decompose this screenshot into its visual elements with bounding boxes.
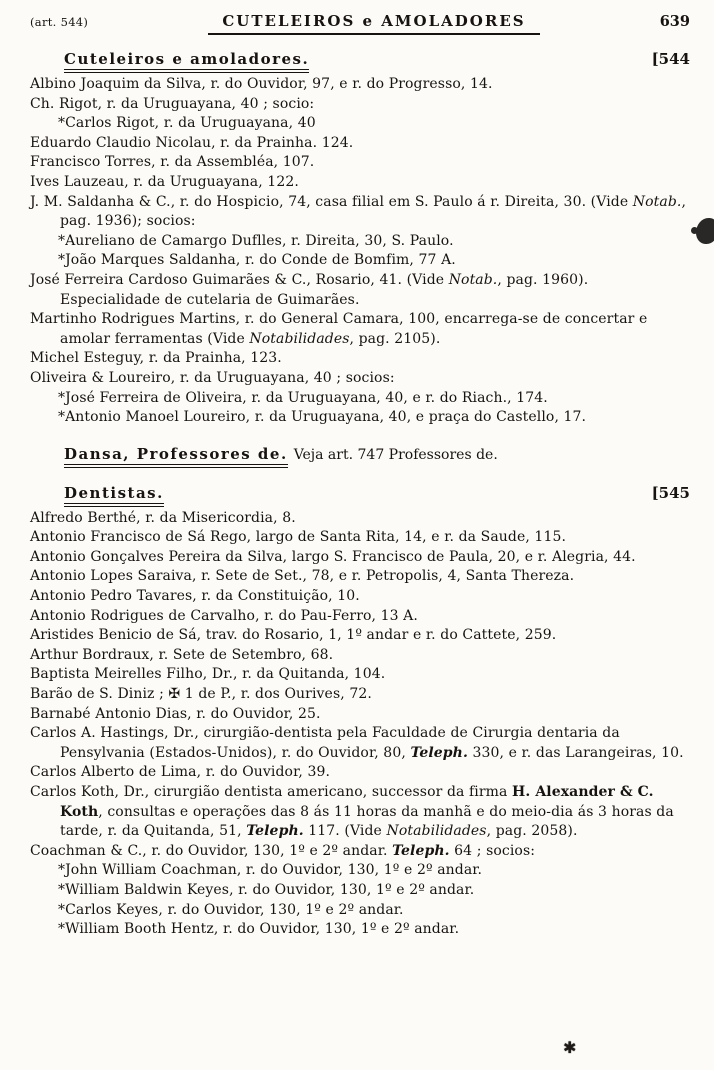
entry-text: Antonio Lopes Saraiva, r. Sete de Set., 78, e r. Petropolis, 4, Santa Thereza. xyxy=(30,568,575,585)
entry-text: Teleph. xyxy=(392,842,450,859)
entry-text: Antonio Pedro Tavares, r. da Constituição, 10. xyxy=(30,588,360,605)
entry-text: Carlos Koth, Dr., cirurgião dentista americano, successor da firma xyxy=(30,784,513,800)
entry-text: Alfredo Berthé, r. da Misericordia, 8. xyxy=(30,509,296,526)
entry-text: *Carlos Rigot, r. da Uruguayana, 40 xyxy=(58,115,316,132)
entry-text: *Aureliano de Camargo Duflles, r. Direita, 30, S. Paulo. xyxy=(58,232,454,249)
entry-text: 64 ; socios: xyxy=(449,842,536,859)
entry-text: Carlos Alberto de Lima, r. do Ouvidor, 39. xyxy=(30,764,331,781)
directory-entry xyxy=(30,783,690,842)
entry-text: *John William Coachman, r. do Ouvidor, 130, 1º e 2º andar. xyxy=(58,862,483,879)
directory-entry xyxy=(30,626,690,646)
entry-text: Barnabé Antonio Dias, r. do Ouvidor, 25. xyxy=(30,705,321,722)
entry-text: *Carlos Keyes, r. do Ouvidor, 130, 1º e 2º andar. xyxy=(58,901,404,918)
directory-entry xyxy=(30,389,690,409)
directory-entry xyxy=(30,75,690,95)
entry-text: *William Booth Hentz, r. do Ouvidor, 130, 1º e 2º andar. xyxy=(58,921,460,938)
entry-text: Notabilidades xyxy=(249,330,350,347)
page-number: 639 xyxy=(659,13,690,30)
directory-entry xyxy=(30,920,690,940)
directory-section xyxy=(30,481,690,940)
entry-text: , pag. 2058). xyxy=(486,823,578,840)
entry-text: José Ferreira Cardoso Guimarães & C., Rosario, 41. (Vide xyxy=(30,271,449,288)
directory-entry xyxy=(30,861,690,881)
entry-text: Notab. xyxy=(448,271,498,288)
entry-text: H. Alexander & C. Koth xyxy=(60,784,654,820)
entry-text: Barão de S. Diniz ; ✠ 1 de P., r. dos Ourives, 72. xyxy=(30,686,372,703)
entry-text: *William Baldwin Keyes, r. do Ouvidor, 130, 1º e 2º andar. xyxy=(58,881,475,898)
page-header xyxy=(30,12,690,35)
printers-ornament-icon: ✱ xyxy=(563,1038,577,1057)
section-title: Dentistas. xyxy=(64,484,164,507)
section-cross-reference: Veja art. 747 Professores de. xyxy=(293,446,498,463)
directory-section xyxy=(30,47,690,428)
directory-entry xyxy=(30,607,690,627)
entry-text: Antonio Rodrigues de Carvalho, r. do Pau-Ferro, 13 A. xyxy=(30,607,418,624)
directory-entry xyxy=(30,567,690,587)
directory-entry xyxy=(30,153,690,173)
entry-text: Eduardo Claudio Nicolau, r. da Prainha. 124. xyxy=(30,134,354,151)
directory-entry xyxy=(30,842,690,862)
entry-text: Michel Esteguy, r. da Prainha, 123. xyxy=(30,350,282,367)
entry-text: Teleph. xyxy=(410,744,468,761)
directory-entry xyxy=(30,310,690,349)
entry-text: Francisco Torres, r. da Assembléa, 107. xyxy=(30,154,315,171)
section-head xyxy=(30,442,690,467)
directory-entry xyxy=(30,173,690,193)
directory-entry xyxy=(30,528,690,548)
directory-entry xyxy=(30,763,690,783)
directory-entry xyxy=(30,509,690,529)
directory-entry xyxy=(30,114,690,134)
entry-text: *Antonio Manoel Loureiro, r. da Uruguayana, 40, e praça do Castello, 17. xyxy=(58,409,587,426)
entry-text: Coachman & C., r. do Ouvidor, 130, 1º e 2º andar. xyxy=(30,842,393,859)
directory-entry xyxy=(30,271,690,310)
entry-text: *José Ferreira de Oliveira, r. da Uruguayana, 40, e r. do Riach., 174. xyxy=(58,389,548,406)
entry-text: , consultas e operações das 8 ás 11 horas da manhã e do meio-dia ás 3 horas da tarde, r. da Quitanda, 51, xyxy=(60,803,674,840)
article-reference: (art. 544) xyxy=(30,15,89,29)
entry-text: J. M. Saldanha & C., r. do Hospicio, 74, casa filial em S. Paulo á r. Direita, 30. (Vide xyxy=(30,193,633,210)
entry-text: *João Marques Saldanha, r. do Conde de Bomfim, 77 A. xyxy=(58,252,456,269)
section-article-number: [545 xyxy=(651,483,690,502)
directory-entry xyxy=(30,646,690,666)
entry-text: Albino Joaquim da Silva, r. do Ouvidor, 97, e r. do Progresso, 14. xyxy=(30,76,493,92)
directory-entry xyxy=(30,408,690,428)
directory-entry xyxy=(30,349,690,369)
entry-text: Notab. xyxy=(632,193,682,210)
entry-text: 330, e r. das Larangeiras, 10. xyxy=(467,744,684,761)
entry-text: Ives Lauzeau, r. da Uruguayana, 122. xyxy=(30,173,299,190)
directory-body xyxy=(30,47,690,940)
entry-text: Aristides Benicio de Sá, trav. do Rosario, 1, 1º andar e r. do Cattete, 259. xyxy=(30,627,557,644)
directory-entry xyxy=(30,369,690,389)
directory-entry xyxy=(30,881,690,901)
entry-text: , pag. 1960). Especialidade de cutelaria de Guimarães. xyxy=(60,271,589,308)
entry-text: 117. (Vide xyxy=(303,823,387,840)
entry-text: Carlos A. Hastings, Dr., cirurgião-dentista pela Faculdade de Cirurgia dentaria da Pensylvania (Estados-Unidos), r. do Ouvidor, 80, xyxy=(30,725,620,761)
entry-text: , pag. 1936); socios: xyxy=(60,193,687,230)
directory-entry xyxy=(30,685,690,705)
entry-text: Baptista Meirelles Filho, Dr., r. da Quitanda, 104. xyxy=(30,666,386,683)
directory-entry xyxy=(30,232,690,252)
directory-entry xyxy=(30,95,690,115)
directory-entry xyxy=(30,901,690,921)
entry-text: Antonio Francisco de Sá Rego, largo de Santa Rita, 14, e r. da Saude, 115. xyxy=(30,529,567,546)
directory-entry xyxy=(30,705,690,725)
section-article-number: [544 xyxy=(651,50,690,68)
entry-text: Antonio Gonçalves Pereira da Silva, largo S. Francisco de Paula, 20, e r. Alegria, 44. xyxy=(30,548,636,565)
entry-text: Notabilidades xyxy=(386,823,487,840)
directory-entry xyxy=(30,193,690,232)
entry-text: Martinho Rodrigues Martins, r. do General Camara, 100, encarrega-se de concertar e amolar ferramentas (Vide xyxy=(30,311,648,347)
directory-entry xyxy=(30,548,690,568)
section-head xyxy=(30,47,690,71)
directory-entry xyxy=(30,665,690,685)
entry-text: Ch. Rigot, r. da Uruguayana, 40 ; socio: xyxy=(30,95,315,112)
entry-text: Oliveira & Loureiro, r. da Uruguayana, 40 ; socios: xyxy=(30,369,395,386)
section-head xyxy=(30,481,690,505)
directory-entry xyxy=(30,251,690,271)
directory-entry xyxy=(30,587,690,607)
ink-smudge xyxy=(696,218,714,244)
entry-text: Arthur Bordraux, r. Sete de Setembro, 68. xyxy=(30,646,334,663)
section-title: Cuteleiros e amoladores. xyxy=(64,50,309,73)
section-title: Dansa, Professores de. xyxy=(64,445,288,468)
page-title: CUTELEIROS e AMOLADORES xyxy=(208,12,539,35)
entry-text: Teleph. xyxy=(246,823,304,840)
entry-text: , pag. 2105). xyxy=(349,330,441,347)
directory-entry xyxy=(30,134,690,154)
directory-entry xyxy=(30,724,690,763)
directory-section xyxy=(30,442,690,467)
